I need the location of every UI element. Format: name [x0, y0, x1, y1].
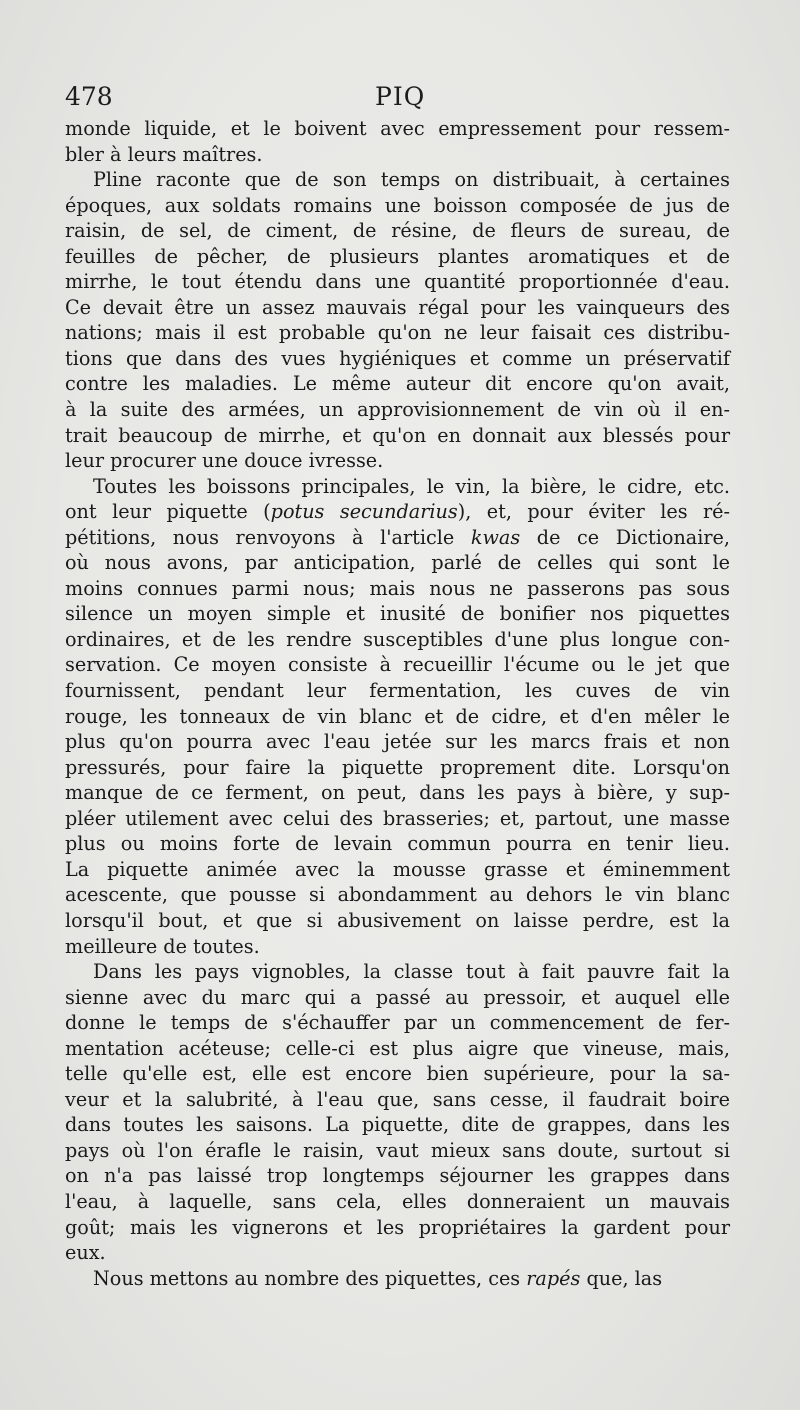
- page-header: [65, 82, 730, 116]
- text-line: pétitions, nous renvoyons à l'article kwas de ce Dictionaire,: [65, 525, 730, 549]
- text-line: servation. Ce moyen consiste à recueillir l'écume ou le jet que: [65, 653, 730, 677]
- text-line: Dans les pays vignobles, la classe tout à fait pauvre fait la: [93, 960, 730, 984]
- text-line: lorsqu'il bout, et que si abusivement on laisse perdre, est la: [65, 908, 730, 932]
- text-line: trait beaucoup de mirrhe, et qu'on en donnait aux blessés pour: [65, 423, 730, 447]
- paragraph: [65, 167, 730, 474]
- text-line: on n'a pas laissé trop longtemps séjourner les grappes dans: [65, 1164, 730, 1188]
- text-line: Pline raconte que de son temps on distribuait, à certaines: [93, 168, 730, 192]
- text-line: pressurés, pour faire la piquette proprement dite. Lorsqu'on: [65, 755, 730, 779]
- text-line: eux.: [65, 1241, 106, 1265]
- text-line: ordinaires, et de les rendre susceptibles d'une plus longue con-: [65, 627, 730, 651]
- paragraph: [65, 959, 730, 1266]
- text-line: goût; mais les vignerons et les propriétaires la gardent pour: [65, 1215, 730, 1239]
- text-line: à la suite des armées, un approvisionnement de vin où il en-: [65, 398, 730, 422]
- text-line: dans toutes les saisons. La piquette, dite de grappes, dans les: [65, 1113, 730, 1137]
- running-head: PIQ: [375, 82, 426, 111]
- text-line: l'eau, à laquelle, sans cela, elles donneraient un mauvais: [65, 1189, 730, 1213]
- paragraph: [65, 474, 730, 959]
- text-line: veur et la salubrité, à l'eau que, sans cesse, il faudrait boire: [65, 1087, 730, 1111]
- text-line: Toutes les boissons principales, le vin, la bière, le cidre, etc.: [93, 474, 730, 498]
- text-line: leur procurer une douce ivresse.: [65, 449, 384, 473]
- text-line: rouge, les tonneaux de vin blanc et de cidre, et d'en mêler le: [65, 704, 730, 728]
- text-line: plus qu'on pourra avec l'eau jetée sur les marcs frais et non: [65, 730, 730, 754]
- text-line: pays où l'on érafle le raisin, vaut mieux sans doute, surtout si: [65, 1138, 730, 1162]
- text-line: feuilles de pêcher, de plusieurs plantes aromatiques et de: [65, 244, 730, 268]
- text-line: sienne avec du marc qui a passé au pressoir, et auquel elle: [65, 985, 730, 1009]
- paragraph: [65, 116, 730, 167]
- text-line: nations; mais il est probable qu'on ne leur faisait ces distribu-: [65, 321, 730, 345]
- text-line: mirrhe, le tout étendu dans une quantité proportionnée d'eau.: [65, 270, 730, 294]
- text-line: où nous avons, par anticipation, parlé de celles qui sont le: [65, 551, 730, 575]
- text-line: fournissent, pendant leur fermentation, les cuves de vin: [65, 679, 730, 703]
- page-number: 478: [65, 82, 113, 111]
- text-line: acescente, que pousse si abondamment au dehors le vin blanc: [65, 883, 730, 907]
- text-line: silence un moyen simple et inusité de bonifier nos piquettes: [65, 602, 730, 626]
- text-line: La piquette animée avec la mousse grasse et éminemment: [65, 857, 730, 881]
- text-line: époques, aux soldats romains une boisson composée de jus de: [65, 193, 730, 217]
- text-line: contre les maladies. Le même auteur dit encore qu'on avait,: [65, 372, 730, 396]
- text-line: Nous mettons au nombre des piquettes, ces rapés que, las: [93, 1266, 663, 1290]
- text-line: tions que dans des vues hygiéniques et comme un préservatif: [65, 346, 730, 370]
- text-line: ont leur piquette (potus secundarius), et, pour éviter les ré-: [65, 500, 730, 524]
- text-line: bler à leurs maîtres.: [65, 142, 263, 166]
- text-line: raisin, de sel, de ciment, de résine, de fleurs de sureau, de: [65, 219, 730, 243]
- paragraph: [65, 1266, 730, 1292]
- text-line: mentation acéteuse; celle-ci est plus aigre que vineuse, mais,: [65, 1036, 730, 1060]
- text-line: telle qu'elle est, elle est encore bien supérieure, pour la sa-: [65, 1062, 730, 1086]
- text-line: meilleure de toutes.: [65, 934, 260, 958]
- text-line: pléer utilement avec celui des brasseries; et, partout, une masse: [65, 806, 730, 830]
- text-line: manque de ce ferment, on peut, dans les pays à bière, y sup-: [65, 781, 730, 805]
- text-line: Ce devait être un assez mauvais régal pour les vainqueurs des: [65, 295, 730, 319]
- text-line: donne le temps de s'échauffer par un commencement de fer-: [65, 1011, 730, 1035]
- text-line: plus ou moins forte de levain commun pourra en tenir lieu.: [65, 832, 730, 856]
- body-text: [65, 116, 730, 1291]
- text-line: moins connues parmi nous; mais nous ne passerons pas sous: [65, 576, 730, 600]
- text-line: monde liquide, et le boivent avec empressement pour ressem-: [65, 117, 730, 140]
